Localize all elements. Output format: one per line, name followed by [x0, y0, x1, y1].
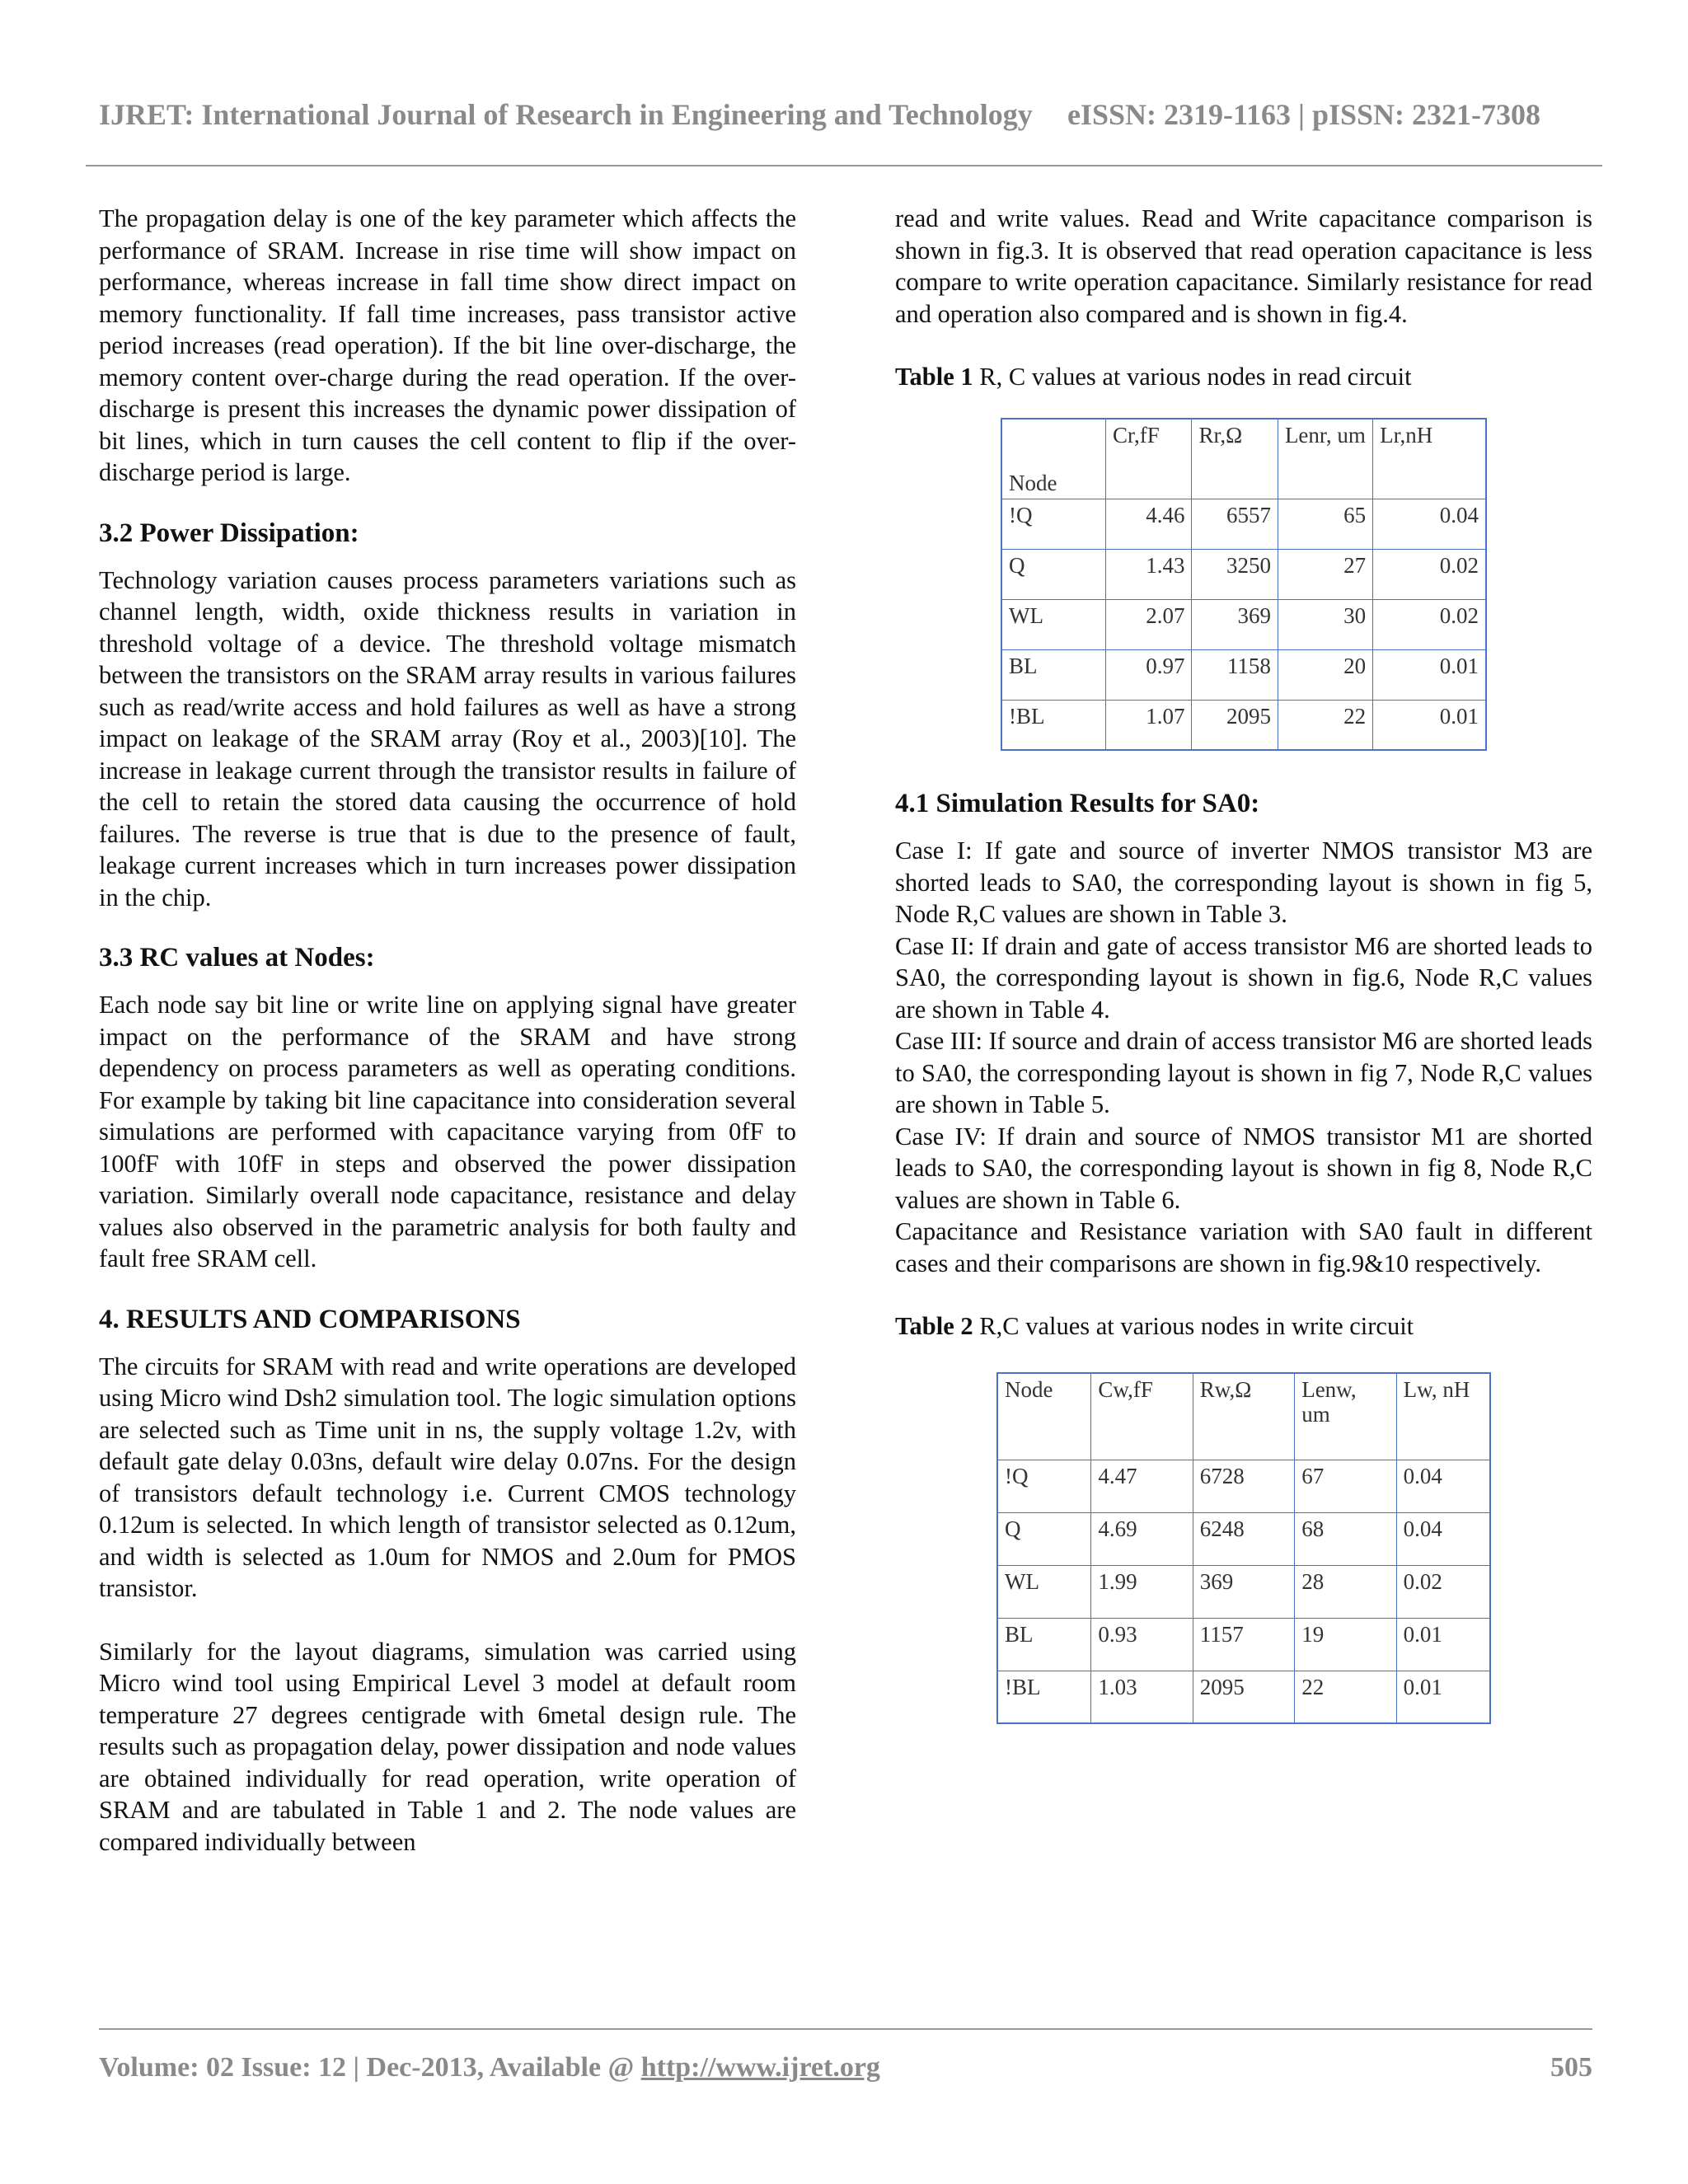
section-heading-results: 4. RESULTS AND COMPARISONS: [99, 1304, 521, 1334]
table-header-cell: Cr,fF: [1106, 419, 1192, 499]
table-header-row: [1001, 419, 1486, 499]
table-cell: 1.07: [1106, 700, 1192, 750]
section-heading-rc-values: 3.3 RC values at Nodes:: [99, 943, 375, 972]
header-divider: [86, 165, 1602, 166]
paragraph-capacitance-comparison: read and write values. Read and Write capacitance comparison is shown in fig.3. It is observed that read operation capacitance is less compare to write operation capacitance. Similarly resistance for read and operation also compared and is shown in fig.4.: [895, 204, 1592, 328]
table-cell: BL: [1001, 649, 1106, 700]
table-cell: 0.01: [1373, 700, 1486, 750]
table-cell: 369: [1192, 599, 1278, 649]
paragraph-case-1: Case I: If gate and source of inverter NMOS transistor M3 are shorted leads to SA0, the corresponding layout is shown in fig 5, Node R,C values are shown in Table 3.: [895, 837, 1592, 928]
paragraph-sa0-comparison: Capacitance and Resistance variation with SA0 fault in different cases and their comparisons are shown in fig.9&10 respectively.: [895, 1217, 1592, 1277]
table2-caption: [895, 1310, 1592, 1343]
table-cell: !Q: [997, 1460, 1091, 1512]
paragraph-case-4: Case IV: If drain and source of NMOS transistor M1 are shorted leads to SA0, the corresponding layout is shown in fig 8, Node R,C values are shown in Table 6.: [895, 1122, 1592, 1214]
table-header-row: [997, 1373, 1490, 1460]
table1-caption: [895, 361, 1592, 393]
paragraph-results-layout: Similarly for the layout diagrams, simulation was carried using Micro wind tool using Empirical Level 3 model at default room temperature 27 degrees centigrade with 6metal design rule. The results such as propagation delay, power dissipation and node values are obtained individually for read operation, write operation of SRAM and are tabulated in Table 1 and 2. The node values are compared individually between: [99, 1637, 796, 1856]
section-heading-power-dissipation: 3.2 Power Dissipation:: [99, 518, 359, 548]
page-footer: [99, 2052, 1592, 2083]
table-cell: 6248: [1193, 1512, 1294, 1565]
table-header-cell: Lw, nH: [1396, 1373, 1490, 1460]
table-cell: 0.04: [1373, 499, 1486, 549]
table-row: [1001, 700, 1486, 750]
table2-write-circuit: [996, 1372, 1491, 1725]
table-row: [1001, 649, 1486, 700]
table-cell: 0.02: [1396, 1565, 1490, 1618]
table-cell: 0.01: [1396, 1671, 1490, 1723]
table-cell: 0.02: [1373, 549, 1486, 599]
table-cell: 4.69: [1091, 1512, 1193, 1565]
table-row: [997, 1671, 1490, 1723]
table-cell: 68: [1295, 1512, 1396, 1565]
table-cell: !BL: [997, 1671, 1091, 1723]
table-cell: 6557: [1192, 499, 1278, 549]
table-cell: 28: [1295, 1565, 1396, 1618]
table-cell: 30: [1278, 599, 1372, 649]
journal-link[interactable]: http://www.ijret.org: [640, 2052, 880, 2083]
table1-read-circuit: [1001, 418, 1487, 752]
table-cell: 6728: [1193, 1460, 1294, 1512]
table-cell: 1.03: [1091, 1671, 1193, 1723]
table2-caption-label: Table 2: [895, 1312, 973, 1340]
table2-wrapper: [895, 1372, 1592, 1725]
page-header: [99, 97, 1599, 132]
paragraph-case-2: Case II: If drain and gate of access transistor M6 are shorted leads to SA0, the corresponding layout is shown in fig.6, Node R,C values are shown in Table 4.: [895, 931, 1592, 1024]
table-cell: 2.07: [1106, 599, 1192, 649]
paragraph-propagation-delay: The propagation delay is one of the key parameter which affects the performance of SRAM. Increase in rise time will show impact on performance, whereas increase in fall time show direct impact on memory functionality. If fall time increases, pass transistor active period increases (read operation). If the bit line over-discharge, the memory content over-charge during the read operation. If the over-discharge is present this increases the dynamic power dissipation of bit lines, which in turn causes the cell content to flip if the over-discharge period is large.: [99, 204, 796, 486]
table-cell: 19: [1295, 1618, 1396, 1671]
table-cell: 0.02: [1373, 599, 1486, 649]
table-row: [997, 1618, 1490, 1671]
paragraph-power-dissipation: Technology variation causes process parameters variations such as channel length, width, oxide thickness results in variation in threshold voltage of a device. The threshold voltage mismatch between the transistors on the SRAM array results in various failures such as read/write access and hold failures as well as have a strong impact on leakage of the SRAM array (Roy et al., 2003)[10]. The increase in leakage current through the transistor results in failure of the cell to retain the stored data causing the occurrence of hold failures. The reverse is true that is due to the presence of fault, leakage current increases which in turn increases power dissipation in the chip.: [99, 565, 796, 912]
table-header-cell: Rr,Ω: [1192, 419, 1278, 499]
footer-divider: [99, 2028, 1592, 2030]
table-row: [1001, 599, 1486, 649]
table-header-cell: Lenr, um: [1278, 419, 1372, 499]
table1-caption-text: R, C values at various nodes in read circuit: [973, 363, 1412, 391]
table1-wrapper: [895, 418, 1592, 752]
table-cell: 20: [1278, 649, 1372, 700]
table-row: [1001, 549, 1486, 599]
table-row: [1001, 499, 1486, 549]
table-cell: 0.93: [1091, 1618, 1193, 1671]
table-cell: Q: [997, 1512, 1091, 1565]
table-header-cell: Node: [997, 1373, 1091, 1460]
table-header-cell: Lr,nH: [1373, 419, 1486, 499]
issn-info: eISSN: 2319-1163 | pISSN: 2321-7308: [1067, 98, 1540, 131]
table-cell: WL: [997, 1565, 1091, 1618]
table-row: [997, 1512, 1490, 1565]
table-cell: 2095: [1193, 1671, 1294, 1723]
table-cell: 67: [1295, 1460, 1396, 1512]
table-cell: 2095: [1192, 700, 1278, 750]
table-header-cell: Node: [1001, 419, 1106, 499]
right-column: [895, 203, 1592, 1724]
table-cell: BL: [997, 1618, 1091, 1671]
table-row: [997, 1460, 1490, 1512]
table-cell: 22: [1295, 1671, 1396, 1723]
footer-volume: Volume: 02 Issue: 12 | Dec-2013, Available @: [99, 2052, 641, 2083]
page-number: 505: [1550, 2052, 1592, 2083]
table-cell: 3250: [1192, 549, 1278, 599]
table-header-cell: Cw,fF: [1091, 1373, 1193, 1460]
table-cell: Q: [1001, 549, 1106, 599]
table-cell: 22: [1278, 700, 1372, 750]
table-cell: WL: [1001, 599, 1106, 649]
left-column: [99, 203, 796, 1858]
table-header-cell: Lenw, um: [1295, 1373, 1396, 1460]
table2-caption-text: R,C values at various nodes in write circuit: [973, 1312, 1414, 1340]
table-header-cell: Rw,Ω: [1193, 1373, 1294, 1460]
table-cell: 369: [1193, 1565, 1294, 1618]
table-cell: !Q: [1001, 499, 1106, 549]
table-cell: 0.97: [1106, 649, 1192, 700]
table-cell: 1.99: [1091, 1565, 1193, 1618]
journal-title: IJRET: International Journal of Research in Engineering and Technology: [99, 98, 1033, 131]
paragraph-case-3: Case III: If source and drain of access transistor M6 are shorted leads to SA0, the corresponding layout is shown in fig 7, Node R,C values are shown in Table 5.: [895, 1027, 1592, 1118]
table-cell: 65: [1278, 499, 1372, 549]
section-heading-sa0: 4.1 Simulation Results for SA0:: [895, 789, 1260, 818]
table-cell: !BL: [1001, 700, 1106, 750]
table-cell: 4.47: [1091, 1460, 1193, 1512]
table-cell: 0.01: [1396, 1618, 1490, 1671]
table-cell: 1158: [1192, 649, 1278, 700]
paragraph-rc-values: Each node say bit line or write line on applying signal have greater impact on the performance of the SRAM and have strong dependency on process parameters as well as operating conditions. For example by taking bit line capacitance into consideration several simulations are performed with capacitance varying from 0fF to 100fF with 10fF in steps and observed the power dissipation variation. Similarly overall node capacitance, resistance and delay values also observed in the parametric analysis for both faulty and fault free SRAM cell.: [99, 991, 796, 1272]
table-cell: 0.04: [1396, 1460, 1490, 1512]
table-cell: 0.04: [1396, 1512, 1490, 1565]
table-cell: 1157: [1193, 1618, 1294, 1671]
table-cell: 4.46: [1106, 499, 1192, 549]
table-row: [997, 1565, 1490, 1618]
table-cell: 27: [1278, 549, 1372, 599]
paragraph-results-circuits: The circuits for SRAM with read and write operations are developed using Micro wind Dsh2 simulation tool. The logic simulation options are selected such as Time unit in ns, the supply voltage 1.2v, with default gate delay 0.03ns, default wire delay 0.07ns. For the design of transistors default technology i.e. Current CMOS technology 0.12um is selected. In which length of transistor selected as 0.12um, and width is selected as 1.0um for NMOS and 2.0um for PMOS transistor.: [99, 1352, 796, 1602]
table-cell: 1.43: [1106, 549, 1192, 599]
table-cell: 0.01: [1373, 649, 1486, 700]
table1-caption-label: Table 1: [895, 363, 973, 391]
